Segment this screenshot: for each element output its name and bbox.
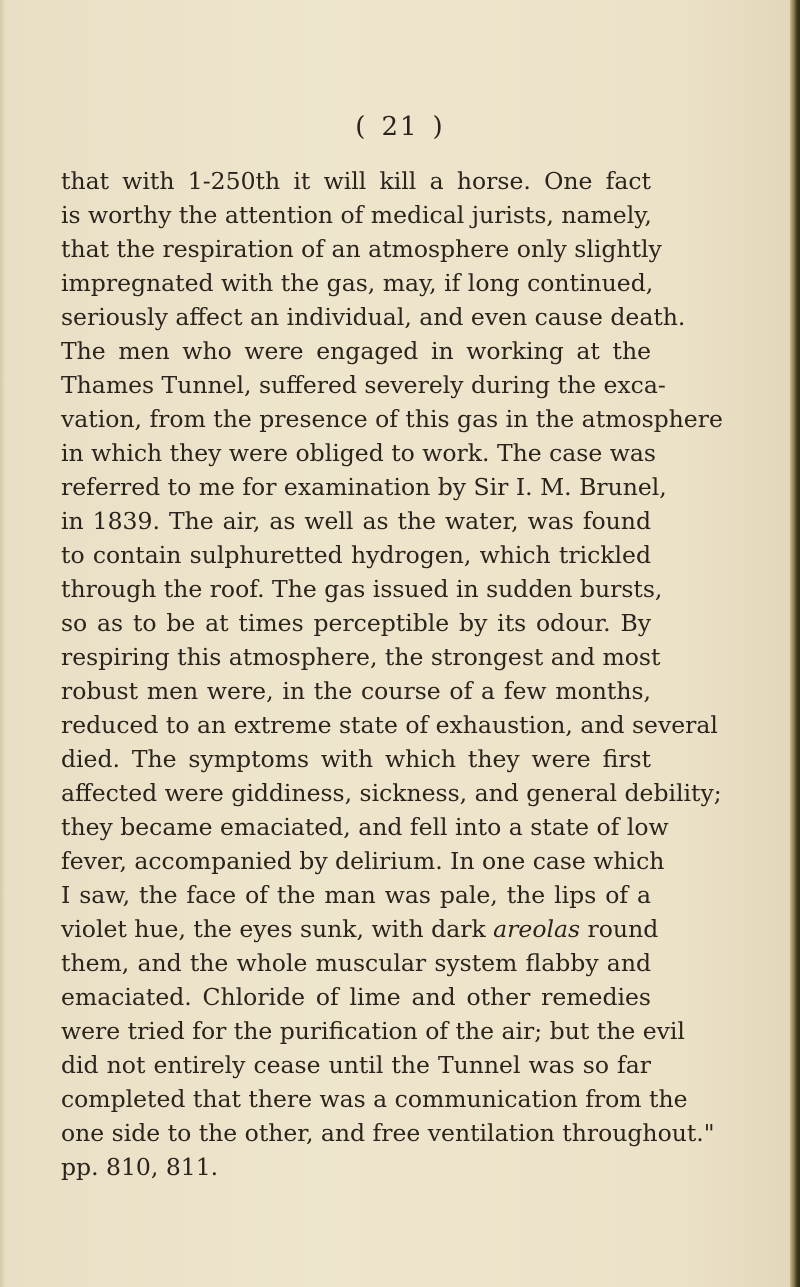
text-line: affected were giddiness, sickness, and general debility; [61, 779, 722, 807]
text-line: that with 1-250th it will kill a horse. One fact [61, 167, 651, 195]
text-line: did not entirely cease until the Tunnel was so far [61, 1051, 651, 1079]
text-line: so as to be at times perceptible by its odour. By [61, 609, 651, 637]
text-line: in which they were obliged to work. The case was [61, 439, 656, 467]
page-number-close-paren: ) [432, 112, 445, 142]
text-line: vation, from the presence of this gas in the atmosphere [61, 405, 723, 433]
text-line-with-italic [61, 912, 659, 946]
text-line: respiring this atmosphere, the strongest and most [61, 643, 661, 671]
text-line: robust men were, in the course of a few months, [61, 677, 651, 705]
text-line: seriously affect an individual, and even cause death. [61, 303, 686, 331]
text-line: impregnated with the gas, may, if long continued, [61, 269, 654, 297]
text-line: one side to the other, and free ventilation throughout." [61, 1119, 715, 1147]
text-line: reduced to an extreme state of exhaustion, and several [61, 711, 718, 739]
page-edge [790, 0, 800, 1287]
text-line: fever, accompanied by delirium. In one case which [61, 847, 665, 875]
text-line: to contain sulphuretted hydrogen, which trickled [61, 541, 651, 569]
text-line: died. The symptoms with which they were first [61, 745, 651, 773]
text-segment: violet hue, the eyes sunk, with dark [61, 915, 486, 943]
italic-term: areolas [493, 915, 581, 943]
text-line: Thames Tunnel, suffered severely during the exca- [61, 371, 666, 399]
text-line: that the respiration of an atmosphere only slightly [61, 235, 662, 263]
text-line: emaciated. Chloride of lime and other remedies [61, 983, 651, 1011]
page-number-digits: 21 [381, 112, 419, 142]
page-gutter-shadow [0, 0, 6, 1287]
text-line: through the roof. The gas issued in sudden bursts, [61, 575, 663, 603]
text-segment: round [587, 915, 659, 943]
text-line: completed that there was a communication from the [61, 1085, 688, 1113]
text-line: is worthy the attention of medical jurists, namely, [61, 201, 652, 229]
text-line: The men who were engaged in working at the [61, 337, 651, 365]
page-number-open-paren: ( [355, 112, 368, 142]
text-line: referred to me for examination by Sir I. M. Brunel, [61, 473, 667, 501]
page-number [0, 112, 800, 142]
text-line: I saw, the face of the man was pale, the lips of a [61, 881, 651, 909]
text-line: they became emaciated, and fell into a state of low [61, 813, 669, 841]
text-line: in 1839. The air, as well as the water, was found [61, 507, 651, 535]
text-line: were tried for the purification of the air; but the evil [61, 1017, 685, 1045]
text-line: them, and the whole muscular system flabby and [61, 949, 651, 977]
citation-line: pp. 810, 811. [61, 1153, 219, 1181]
